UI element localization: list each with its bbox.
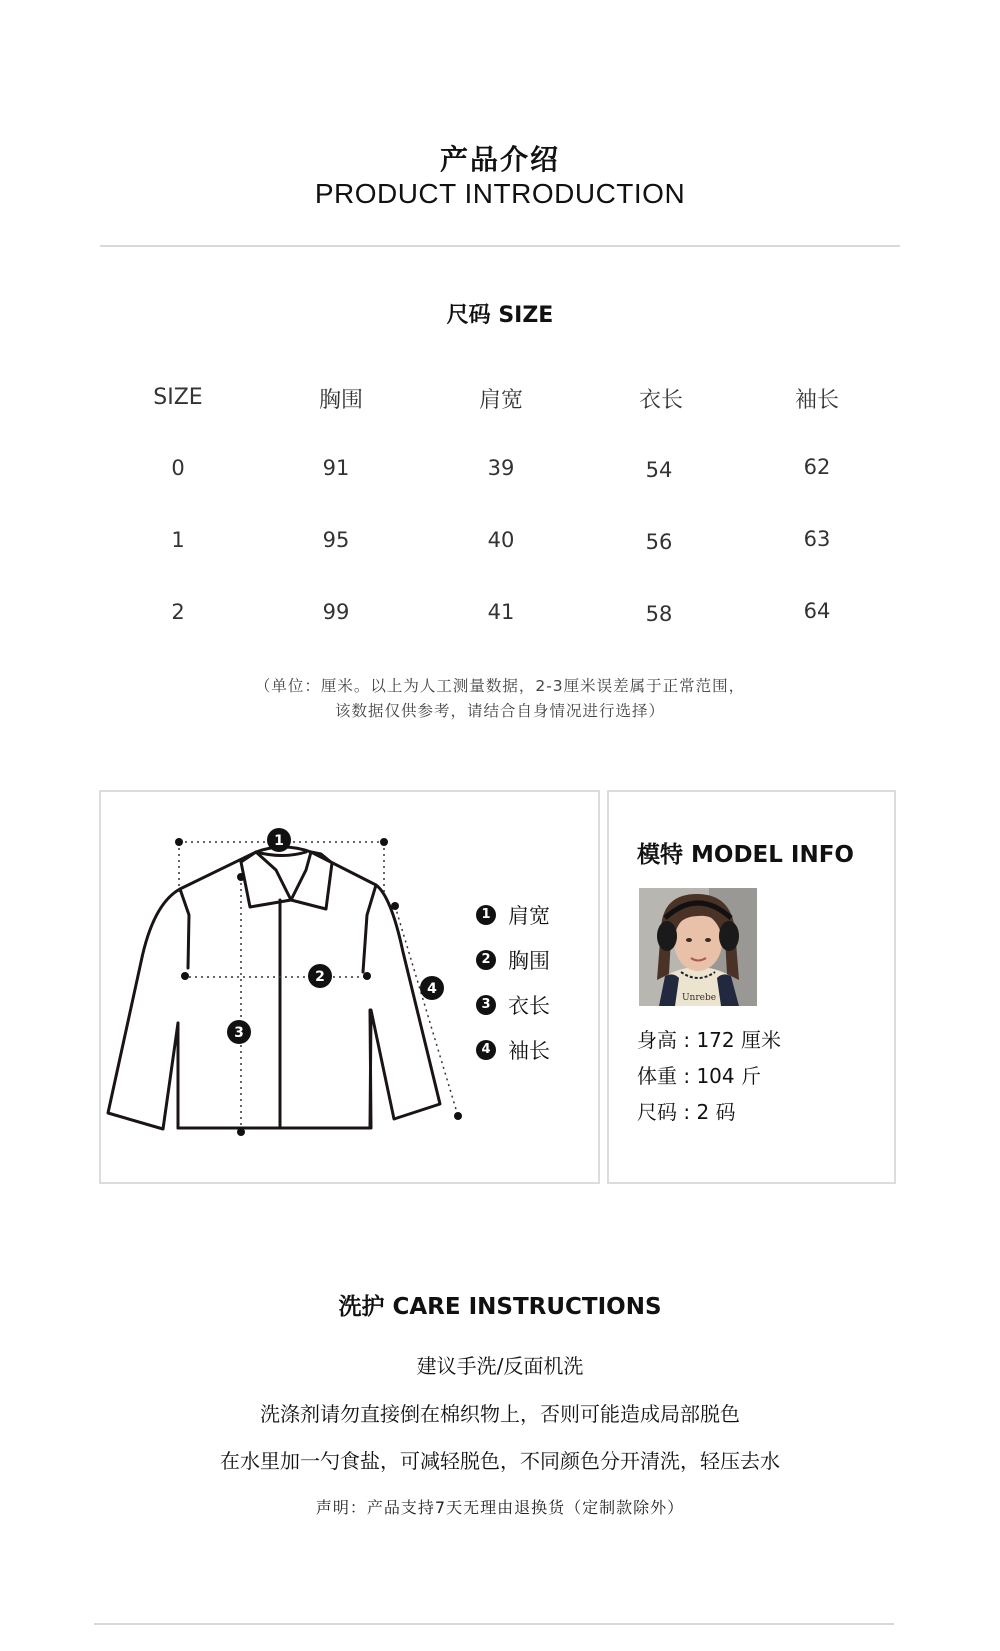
legend-label: 胸围	[508, 949, 550, 973]
legend-number: 1	[476, 905, 496, 925]
model-size: 尺码 : 2 码	[637, 1100, 736, 1124]
size-column-header: SIZE	[153, 385, 203, 410]
table-cell: 64	[803, 599, 831, 623]
care-line: 建议手洗/反面机洗	[416, 1354, 584, 1378]
legend-label: 袖长	[508, 1039, 550, 1063]
legend-item-length	[476, 990, 550, 1020]
table-cell: 56	[645, 530, 673, 554]
legend-number: 4	[476, 1040, 496, 1060]
table-cell: 54	[645, 458, 673, 482]
legend-label: 衣长	[508, 994, 550, 1018]
measure-marker-3	[227, 1020, 251, 1044]
care-line: 洗涤剂请勿直接倒在棉织物上，否则可能造成局部脱色	[260, 1402, 740, 1426]
table-cell: 41	[487, 600, 515, 624]
legend-item-shoulder	[476, 900, 550, 930]
model-info-panel	[607, 790, 896, 1184]
sleeve-column-header: 袖长	[794, 388, 839, 413]
table-cell: 62	[803, 455, 831, 479]
return-policy-disclaimer: 声明：产品支持7天无理由退换货（定制款除外）	[315, 1498, 685, 1517]
measurement-diagram-panel	[99, 790, 600, 1184]
care-section-title: 洗护 CARE INSTRUCTIONS	[338, 1294, 662, 1320]
measurement-note-line2: 该数据仅供参考，请结合自身情况进行选择）	[334, 702, 665, 720]
marker-label: 1	[274, 833, 284, 849]
table-cell: 91	[322, 456, 350, 480]
marker-label: 4	[427, 981, 437, 997]
table-cell: 39	[487, 456, 515, 480]
legend-label: 肩宽	[508, 904, 550, 928]
divider-top	[100, 245, 900, 247]
table-cell: 95	[322, 528, 350, 552]
divider-bottom	[94, 1623, 894, 1625]
marker-label: 2	[315, 969, 325, 985]
table-cell: 99	[322, 600, 350, 624]
page-title-en: PRODUCT INTRODUCTION	[314, 178, 686, 209]
legend-item-sleeve	[476, 1035, 550, 1065]
legend-number: 2	[476, 950, 496, 970]
legend-item-chest	[476, 945, 550, 975]
model-weight: 体重 : 104 斤	[637, 1064, 761, 1088]
table-cell: 63	[803, 527, 831, 551]
shirt-print: Unrebe	[681, 993, 717, 1003]
length-column-header: 衣长	[638, 388, 683, 413]
model-photo-illustration	[639, 888, 757, 1006]
model-photo	[639, 888, 757, 1006]
measure-marker-2	[308, 964, 332, 988]
table-cell: 40	[487, 528, 515, 552]
chest-column-header: 胸围	[318, 388, 363, 413]
care-line: 在水里加一勺食盐，可减轻脱色，不同颜色分开清洗，轻压去水	[220, 1449, 780, 1473]
measurement-note	[0, 674, 1000, 724]
measurement-note-line1: （单位：厘米。以上为人工测量数据，2-3厘米误差属于正常范围，	[254, 677, 746, 695]
table-cell: 58	[645, 602, 673, 626]
jacket-diagram	[101, 792, 481, 1152]
legend-number: 3	[476, 995, 496, 1015]
table-cell: 2	[171, 600, 185, 624]
measure-marker-1	[267, 828, 291, 852]
model-height: 身高 : 172 厘米	[637, 1028, 781, 1052]
table-cell: 0	[171, 456, 185, 480]
shoulder-column-header: 肩宽	[478, 388, 523, 413]
size-section-title: 尺码 SIZE	[446, 303, 554, 328]
table-cell: 1	[171, 528, 185, 552]
marker-label: 3	[234, 1025, 244, 1041]
collar	[241, 852, 291, 907]
page-title-zh: 产品介绍	[439, 143, 560, 176]
measure-marker-4	[420, 976, 444, 1000]
model-info-title: 模特 MODEL INFO	[637, 842, 854, 868]
jacket-outline	[108, 852, 440, 1129]
